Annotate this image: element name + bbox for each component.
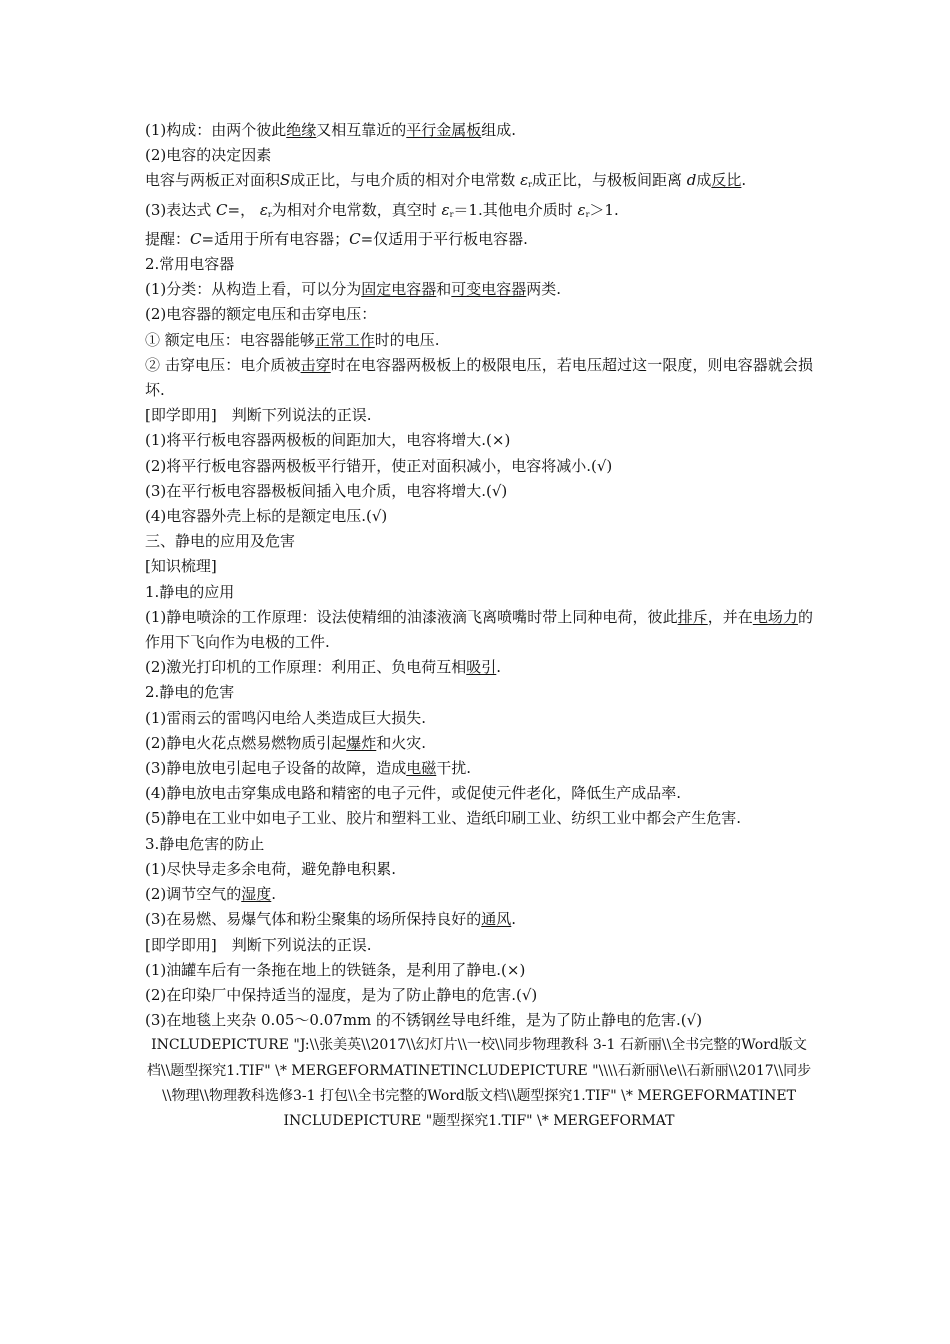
text-line: (5)静电在工业中如电子工业、胶片和塑料工业、造纸印刷工业、纺织工业中都会产生危害. (145, 809, 742, 828)
underlined-term: 爆炸 (346, 733, 377, 752)
document-body (145, 118, 813, 1134)
text-line: (1)雷雨云的雷鸣闪电给人类造成巨大损失. (145, 708, 427, 727)
exercise-item: (1)油罐车后有一条拖在地上的铁链条，是利用了静电.(×) (145, 960, 526, 979)
text-line: 提醒：C=适用于所有电容器；C=仅适用于平行板电容器. (145, 229, 528, 248)
exercise-item: (4)电容器外壳上标的是额定电压.(√) (145, 507, 388, 526)
text-line: (3)静电放电引起电子设备的故障，造成电磁干扰. (145, 759, 472, 778)
text-line: ② 击穿电压：电介质被击穿时在电容器两极板上的极限电压，若电压超过这一限度，则电容器就会损坏. (145, 355, 813, 400)
text-line: (1)构成：由两个彼此绝缘又相互靠近的平行金属板组成. (145, 121, 517, 139)
underlined-term: 可变电容器 (451, 280, 527, 299)
underlined-term: 排斥 (677, 607, 708, 626)
text-line: (3)在易燃、易爆气体和粉尘聚集的场所保持良好的通风. (145, 910, 517, 929)
text-line: (1)静电喷涂的工作原理：设法使精细的油漆液滴飞离喷嘴时带上同种电荷，彼此排斥，并在电场力的作用下飞向作为电极的工件. (145, 607, 813, 652)
underlined-term: 湿度 (241, 885, 272, 904)
section-heading: 三、静电的应用及危害 (145, 532, 296, 551)
underlined-term: 电场力 (752, 607, 798, 626)
exercise-heading: [即学即用] 判断下列说法的正误. (145, 406, 372, 425)
subsection-label: [知识梳理] (145, 557, 217, 576)
exercise-item: (2)在印染厂中保持适当的湿度，是为了防止静电的危害.(√) (145, 985, 538, 1004)
exercise-item: (1)将平行板电容器两极板的间距加大，电容将增大.(×) (145, 431, 511, 450)
text-line: 电容与两板正对面积S成正比，与电介质的相对介电常数 $\varepsilon_r$成正比，与极板间距离 d成反比. (145, 171, 747, 190)
underlined-term: 电磁 (406, 759, 437, 778)
text-line: (1)尽快导走多余电荷，避免静电积累. (145, 859, 397, 878)
text-line: (4)静电放电击穿集成电路和精密的电子元件，或促使元件老化，降低生产成品率. (145, 784, 682, 803)
underlined-term: 通风 (481, 910, 512, 929)
underlined-term: 固定电容器 (361, 280, 437, 299)
underlined-term: 吸引 (466, 658, 497, 677)
text-line: (1)分类：从构造上看，可以分为固定电容器和可变电容器两类. (145, 280, 562, 299)
underlined-term: 反比 (711, 171, 742, 190)
text-line: (2)调节空气的湿度. (145, 885, 277, 904)
text-line: (2)激光打印机的工作原理：利用正、负电荷互相吸引. (145, 658, 502, 677)
text-line: (2)电容器的额定电压和击穿电压： (145, 305, 377, 324)
section-heading: 1.静电的应用 (145, 582, 235, 601)
exercise-item: (3)在地毯上夹杂 0.05～0.07mm 的不锈钢丝导电纤维，是为了防止静电的危害.(√) (145, 1011, 703, 1030)
exercise-heading: [即学即用] 判断下列说法的正误. (145, 935, 372, 954)
field-code-text: INCLUDEPICTURE "J:\\张美英\\2017\\幻灯片\\一校\\同步物理教科 3-1 石新丽\\全书完整的Word版文档\\题型探究1.TIF" \* MERGEFORMATINETINCLUDEPICTURE "\\\\石新丽\\e\\石新丽\\2017\\同步\\物理\\物理教科选修3-1 打包\\全书完整的Word版文档\\题型探究1.TIF" \* MERGEFORMATINET INCLUDEPICTURE "题型探究1.TIF" \* MERGEFORMAT (146, 1037, 812, 1129)
underlined-term: 平行金属板 (406, 121, 482, 139)
exercise-item: (2)将平行板电容器两极板平行错开，使正对面积减小，电容将减小.(√) (145, 456, 613, 475)
section-heading: 2.常用电容器 (145, 255, 235, 274)
text-line: ① 额定电压：电容器能够正常工作时的电压. (145, 330, 440, 349)
underlined-term: 击穿 (300, 355, 331, 374)
text-line: (2)静电火花点燃易燃物质引起爆炸和火灾. (145, 733, 427, 752)
text-line: (2)电容的决定因素 (145, 146, 272, 165)
underlined-term: 正常工作 (314, 330, 375, 349)
exercise-item: (3)在平行板电容器极板间插入电介质，电容将增大.(√) (145, 481, 508, 500)
underlined-term: 绝缘 (286, 121, 317, 139)
section-heading: 2.静电的危害 (145, 683, 235, 702)
text-line: (3)表达式 C=， $\varepsilon_r$为相对介电常数，真空时 $\varepsilon_r=1$.其他电介质时 $\varepsilon_r>1$. (145, 200, 619, 219)
section-heading: 3.静电危害的防止 (145, 834, 265, 853)
